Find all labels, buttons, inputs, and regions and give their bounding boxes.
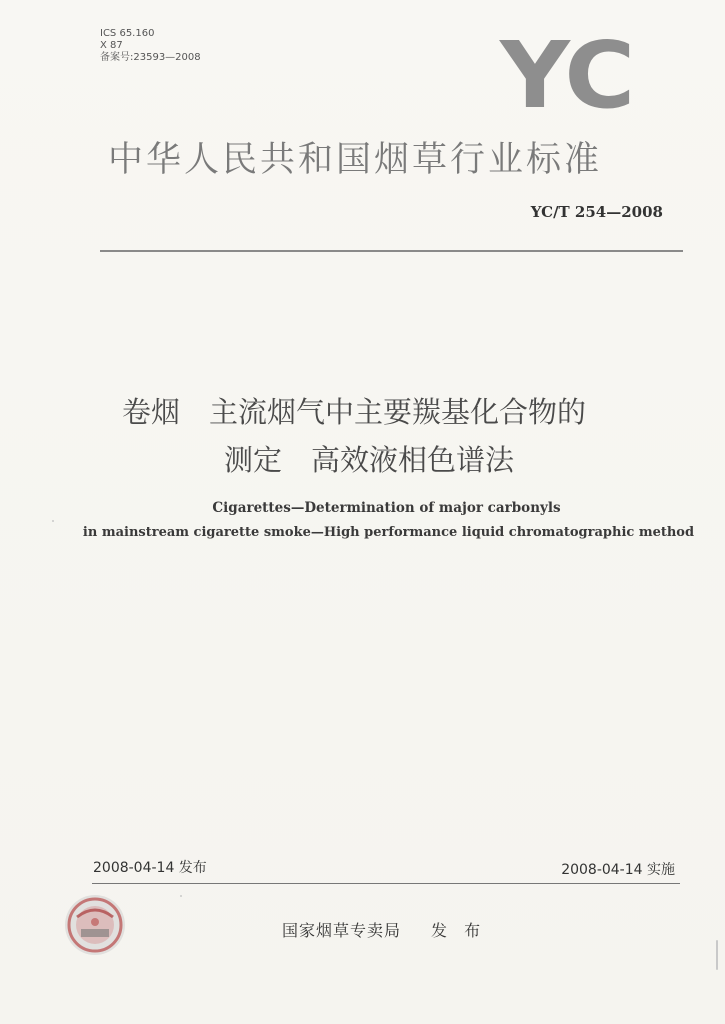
standard-code: YC/T 254—2008 — [530, 203, 663, 221]
footer-divider — [92, 883, 680, 884]
implementation-date: 2008-04-14 实施 — [561, 862, 675, 878]
header-divider — [100, 250, 683, 252]
chinese-title-line-2: 测定 高效液相色谱法 — [224, 443, 515, 477]
scan-speck — [180, 895, 182, 897]
chinese-title-line-1: 卷烟 主流烟气中主要羰基化合物的 — [122, 395, 587, 429]
publisher-name: 国家烟草专卖局 — [282, 921, 402, 940]
scan-edge-mark — [716, 940, 718, 970]
publisher-verb: 发 布 — [431, 921, 487, 940]
yc-logo: YC — [500, 22, 634, 129]
english-title-line-1: Cigarettes—Determination of major carbonyls — [212, 500, 561, 516]
classification-code: X 87 — [100, 40, 123, 51]
ics-code: ICS 65.160 — [100, 28, 155, 39]
record-number: 备案号:23593—2008 — [100, 52, 201, 63]
scan-speck — [52, 520, 54, 522]
issue-date: 2008-04-14 发布 — [93, 860, 207, 876]
publisher-seal-icon — [63, 893, 127, 957]
publisher-line — [282, 918, 486, 941]
classification-block — [100, 28, 201, 64]
industry-standard-title: 中华人民共和国烟草行业标准 — [108, 140, 603, 180]
english-title-line-2: in mainstream cigarette smoke—High performance liquid chromatographic method — [82, 525, 695, 540]
